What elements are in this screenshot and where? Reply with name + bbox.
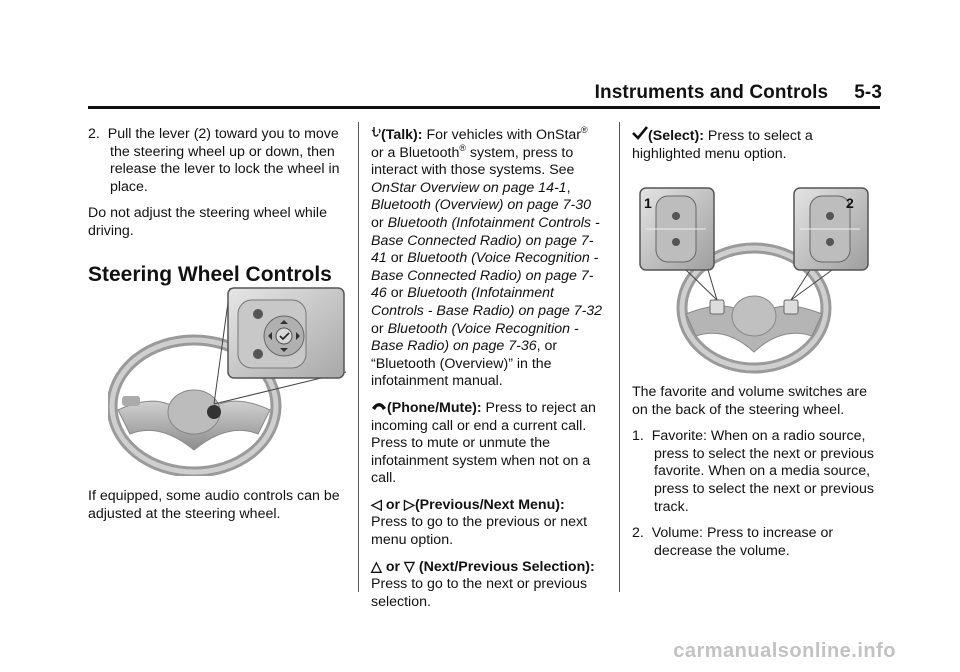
callout-2: 2 bbox=[846, 195, 854, 211]
adjust-warning: Do not adjust the steering wheel while driving. bbox=[88, 205, 327, 239]
section-title: Instruments and Controls bbox=[594, 82, 829, 103]
back-switches-figure bbox=[636, 186, 872, 376]
talk-icon bbox=[371, 126, 381, 145]
page-number: 5-3 bbox=[854, 82, 882, 103]
column-1-caption bbox=[88, 488, 346, 523]
next-prev-selection-description: △ or ▽ (Next/Previous Selection): Press to go to the next or previous selection. bbox=[371, 558, 595, 610]
ref-bt-voice-connected[interactable]: Bluetooth (Voice Recognition - Base Connected Radio) on page 7-46 bbox=[371, 250, 599, 302]
steering-wheel-controls-figure bbox=[108, 284, 348, 476]
section-heading: Steering Wheel Controls bbox=[88, 262, 332, 286]
phone-mute-icon bbox=[371, 400, 387, 418]
column-divider-1 bbox=[358, 122, 359, 592]
phone-mute-description: (Phone/Mute): Press to reject an incoming call or end a current call. Press to mute or unmute the infotainment system when not on a call. bbox=[371, 399, 596, 487]
ref-bt-infotainment-connected[interactable]: Bluetooth (Infotainment Controls - Base Connected Radio) on page 7-41 bbox=[371, 214, 600, 267]
talk-description: (Talk): For vehicles with OnStar® or a Bluetooth® system, press to interact with those systems. See OnStar Overview on page 14-1, Bluetooth (Overview) on page 7-30 or Bluetooth (Infotainment Controls - Base Connected Radio) on page 7-41 or Bluetooth (Voice Recognition - Base Connected Radio) on page 7-46 or Bluetooth (Infotainment Controls - Base Radio) on page 7-32 or Bluetooth (Voice Recognition - Base Radio) on page 7-36, or “Bluetooth (Overview)” in the infotainment manual. bbox=[371, 125, 603, 390]
item-favorite: 1. Favorite: When on a radio source, press to select the next or previous favorite. When on a media source, press to select the next or previous track. bbox=[632, 428, 875, 515]
ref-bluetooth-overview[interactable]: Bluetooth (Overview) on page 7-30 bbox=[371, 197, 592, 214]
select-description: (Select): Press to select a highlighted menu option. bbox=[632, 128, 813, 162]
ref-onstar[interactable]: OnStar Overview on page 14-1 bbox=[371, 179, 567, 196]
select-checkmark-icon bbox=[632, 126, 648, 146]
column-1 bbox=[88, 126, 346, 287]
prev-next-menu-description: ◁ or ▷(Previous/Next Menu): Press to go to the previous or next menu option. bbox=[371, 496, 588, 549]
header-rule bbox=[88, 106, 880, 109]
up-selection-icon: △ bbox=[371, 558, 382, 575]
previous-menu-icon: ◁ bbox=[371, 496, 382, 513]
column-2 bbox=[371, 126, 607, 611]
column-3 bbox=[632, 126, 882, 163]
ref-bt-infotainment-base[interactable]: Bluetooth (Infotainment Controls - Base Radio) on page 7-32 bbox=[371, 285, 603, 319]
page-header bbox=[595, 82, 882, 104]
item-volume: 2. Volume: Press to increase or decrease the volume. bbox=[632, 525, 834, 559]
figure-caption: If equipped, some audio controls can be adjusted at the steering wheel. bbox=[88, 488, 340, 522]
next-menu-icon: ▷ bbox=[404, 496, 415, 513]
back-switches-text: The favorite and volume switches are on the back of the steering wheel. bbox=[632, 384, 867, 418]
callout-1: 1 bbox=[644, 195, 652, 211]
watermark: carmanualsonline.info bbox=[673, 640, 896, 662]
down-selection-icon: ▽ bbox=[404, 558, 415, 575]
column-divider-2 bbox=[619, 122, 620, 592]
step-2: 2. Pull the lever (2) toward you to move the steering wheel up or down, then release the lever to lock the wheel in place. bbox=[88, 126, 340, 195]
column-3-lower bbox=[632, 384, 882, 560]
ref-bt-voice-base[interactable]: Bluetooth (Voice Recognition - Base Radio) on page 7-36 bbox=[371, 320, 579, 355]
